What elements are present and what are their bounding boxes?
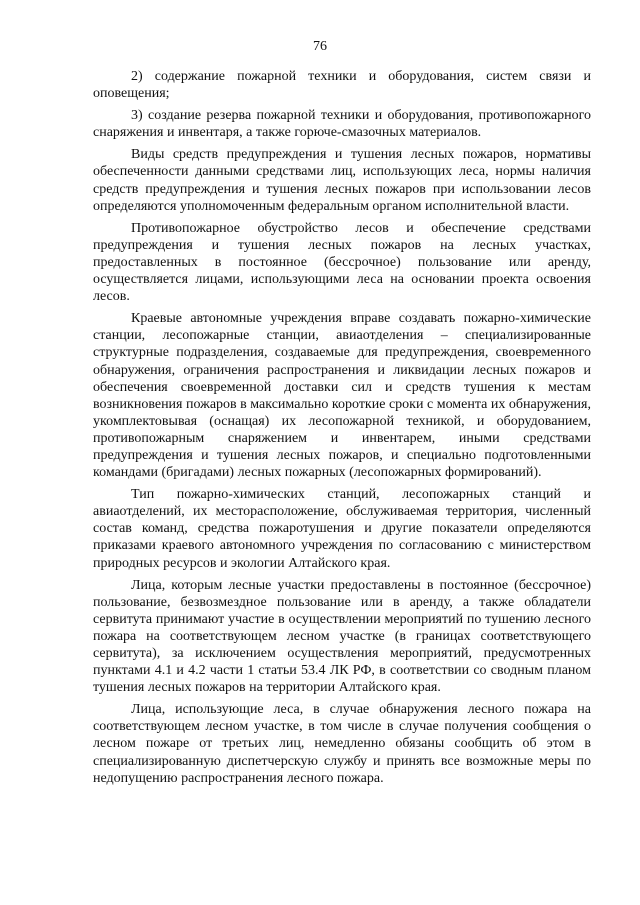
- page-number: 76: [313, 39, 327, 54]
- paragraph: Тип пожарно-химических станций, лесопожарных станций и авиаотделений, их месторасположение, обслуживаемая территория, численный состав команд, средства пожаротушения и другие показатели определяются приказами краевого автономного учреждения по согласованию с министерством природных ресурсов и экологии Алтайского края.: [93, 487, 591, 571]
- paragraph: 2) содержание пожарной техники и оборудования, систем связи и оповещения;: [93, 69, 591, 102]
- paragraph: Лица, использующие леса, в случае обнаружения лесного пожара на соответствующем лесном участке, в том числе в случае получения сообщения о лесном пожаре от третьих лиц, немедленно обязаны сообщить об этом в специализированную диспетчерскую службу и принять все возможные меры по недопущению распространения лесного пожара.: [93, 702, 591, 786]
- paragraph: 3) создание резерва пожарной техники и оборудования, противопожарного снаряжения и инвентаря, а также горюче-смазочных материалов.: [93, 108, 591, 141]
- paragraph: Противопожарное обустройство лесов и обеспечение средствами предупреждения и тушения лесных пожаров на лесных участках, предоставленных в постоянное (бессрочное) пользование или аренду, осуществляется лицами, использующими леса на основании проекта освоения лесов.: [93, 220, 591, 305]
- paragraph: Краевые автономные учреждения вправе создавать пожарно-химические станции, лесопожарные станции, авиаотделения – специализированные структурные подразделения, создаваемые для предупреждения, своевременного обнаружения, ограничения распространения и ликвидации лесных пожаров и обеспечения своевременной доставки сил и средств тушения к местам возникновения пожаров в максимально короткие сроки с момента их обнаружения, укомплектовывая (оснащая) их лесопожарной техникой, и оборудованием, противопожарным снаряжением и инвентарем, иными средствами предупреждения и тушения лесных пожаров, и специально подготовленными командами (бригадами) лесных пожарных (лесопожарных формирований).: [93, 311, 591, 481]
- body-text: [93, 68, 591, 787]
- paragraph: Виды средств предупреждения и тушения лесных пожаров, нормативы обеспеченности данными средствами лиц, использующих леса, нормы наличия средств предупреждения и тушения лесных пожаров при использовании лесов определяются уполномоченным федеральным органом исполнительной власти.: [93, 147, 591, 214]
- paragraph: Лица, которым лесные участки предоставлены в постоянное (бессрочное) пользование, безвозмездное пользование или в аренду, а также обладатели сервитута принимают участие в осуществлении мероприятий по тушению лесного пожара на соответствующем лесном участке (в границах соответствующего сервитута), за исключением осуществления мероприятий, предусмотренных пунктами 4.1 и 4.2 части 1 статьи 53.4 ЛК РФ, в соответствии со сводным планом тушения лесных пожаров на территории Алтайского края.: [93, 577, 591, 696]
